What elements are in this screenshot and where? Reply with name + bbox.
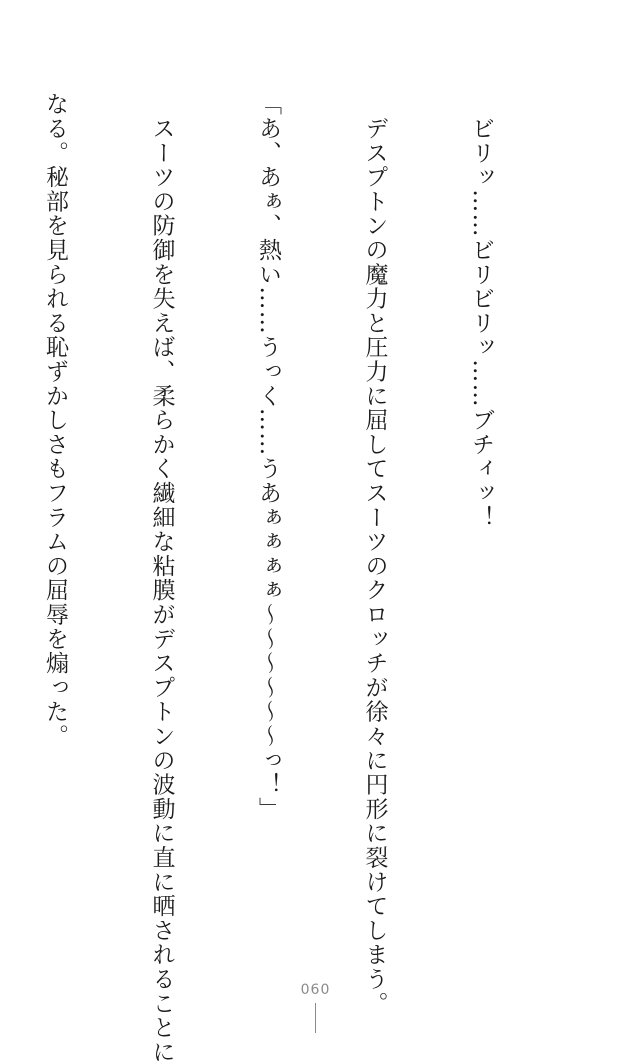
- text-line-01: ビリッ……ビリビリッ……ブチィッ！: [468, 92, 494, 530]
- text-line-04: スーツの防御を失えば、柔らかく繊細な粘膜がデスプトンの波動に直に晒されることに: [148, 92, 175, 1064]
- text-line-02: デスプトンの魔力と圧力に屈してスーツのクロッチが徐々に円形に裂けてしまう。: [361, 92, 388, 1016]
- page-number-rule: [315, 1003, 316, 1033]
- text-line-03: 「あ、あぁ、熱い……うっく……うあぁぁぁぁ〜〜〜〜〜〜っ！」: [255, 92, 281, 821]
- page-number: 060: [300, 982, 331, 998]
- text-line-05: なる。秘部を見られる恥ずかしさもフラムの屈辱を煽った。: [42, 92, 68, 749]
